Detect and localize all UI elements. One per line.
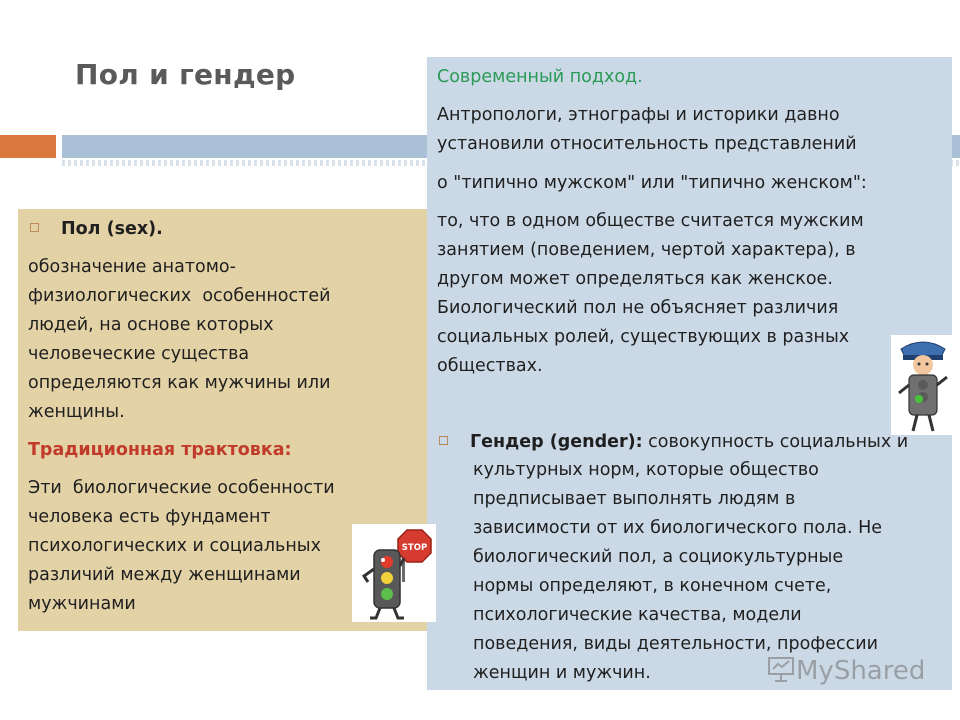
modern-line: социальных ролей, существующих в разных [437, 327, 850, 347]
presentation-icon [766, 654, 796, 684]
modern-heading: Современный подход. [437, 67, 643, 87]
modern-line: Биологический пол не объясняет различия [437, 298, 839, 318]
watermark-text: MyShared [796, 656, 926, 686]
traditional-heading: Традиционная трактовка: [28, 440, 292, 460]
modern-line: другом может определяться как женское. [437, 269, 833, 289]
traditional-line: психологических и социальных [28, 536, 321, 556]
gender-line: нормы определяют, в конечном счете, [473, 576, 832, 596]
sex-definition-line: женщины. [28, 402, 125, 422]
modern-line: обществах. [437, 356, 543, 376]
bullet-icon [30, 223, 39, 232]
modern-text-3 [437, 207, 864, 381]
traditional-text [28, 474, 335, 619]
gender-line: культурных норм, которые общество [473, 460, 819, 480]
sex-definition-line: обозначение анатомо- [28, 257, 236, 277]
gender-first-line: совокупность социальных и [642, 432, 909, 452]
gender-line: поведения, виды деятельности, профессии [473, 634, 879, 654]
traffic-light-stop-icon [352, 524, 436, 622]
gender-line: зависимости от их биологического пола. Не [473, 518, 883, 538]
gender-heading: Гендер (gender): [470, 432, 643, 452]
modern-text-1 [437, 101, 857, 159]
bullet-icon [439, 436, 448, 445]
traditional-line: человека есть фундамент [28, 507, 271, 527]
title-bar-orange [0, 135, 56, 158]
gender-first-row [439, 428, 908, 457]
sex-definition-line: людей, на основе которых [28, 315, 274, 335]
traditional-line: Эти биологические особенности [28, 478, 335, 498]
modern-text-2: о "типично мужском" или "типично женском": [437, 173, 867, 193]
sex-heading: Пол (sex). [61, 219, 163, 239]
gender-line: психологические качества, модели [473, 605, 802, 625]
modern-line: то, что в одном обществе считается мужским [437, 211, 864, 231]
traffic-light-officer-icon [891, 335, 955, 435]
sex-definition-line: человеческие существа [28, 344, 250, 364]
sex-heading-row [30, 215, 163, 244]
gender-line: биологический пол, а социокультурные [473, 547, 844, 567]
sex-definition [28, 253, 330, 427]
modern-line: установили относительность представлений [437, 134, 857, 154]
traditional-line: различий между женщинами [28, 565, 301, 585]
modern-line: Антропологи, этнографы и историки давно [437, 105, 840, 125]
gender-line: женщин и мужчин. [473, 663, 651, 683]
stop-sign-text: STOP [401, 543, 428, 553]
watermark [766, 654, 925, 686]
gender-line: предписывает выполнять людям в [473, 489, 796, 509]
slide-title: Пол и гендер [75, 58, 296, 91]
traditional-line: мужчинами [28, 594, 136, 614]
sex-definition-line: определяются как мужчины или [28, 373, 331, 393]
modern-line: занятием (поведением, чертой характера), в [437, 240, 856, 260]
sex-definition-line: физиологических особенностей [28, 286, 331, 306]
